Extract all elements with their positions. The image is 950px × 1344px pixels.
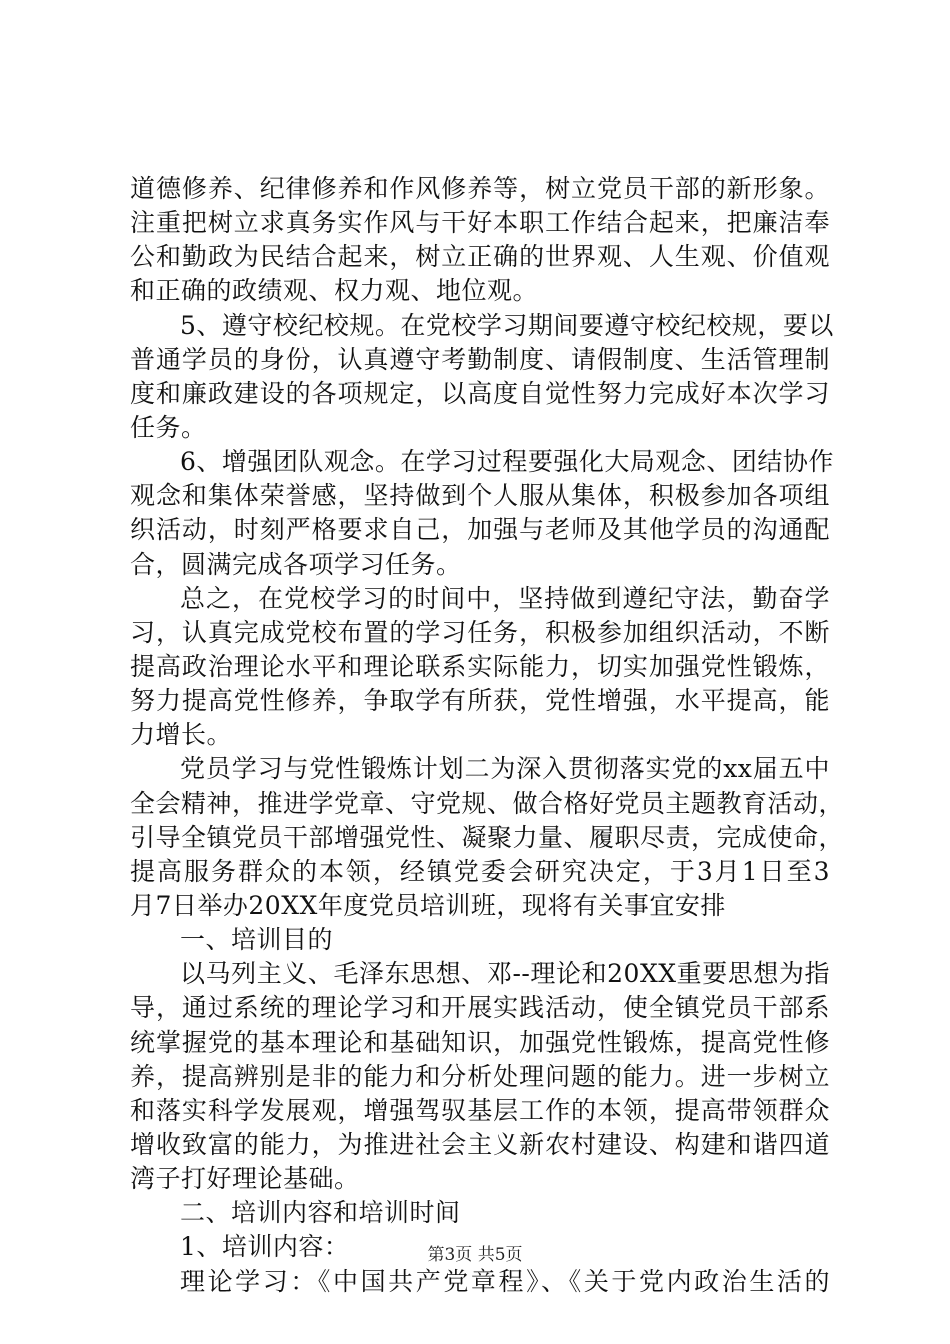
- text-line: 一、培训目的: [180, 925, 334, 955]
- text-line: 习，认真完成党校布置的学习任务，积极参加组织活动，不断: [130, 617, 830, 647]
- document-body: [130, 172, 845, 1299]
- text-line: 党员学习与党性锻炼计划二为深入贯彻落实党的xx届五中: [180, 754, 830, 784]
- text-line: 任务。: [130, 412, 207, 442]
- text-line: 织活动，时刻严格要求自己，加强与老师及其他学员的沟通配: [130, 515, 830, 545]
- text-line: 增收致富的能力，为推进社会主义新农村建设、构建和谐四道: [130, 1129, 830, 1159]
- text-line: 引导全镇党员干部增强党性、凝聚力量、履职尽责，完成使命，: [130, 822, 845, 852]
- text-line: 普通学员的身份，认真遵守考勤制度、请假制度、生活管理制: [130, 344, 830, 374]
- text-line: 努力提高党性修养，争取学有所获，党性增强，水平提高，能: [130, 686, 830, 716]
- text-line: 道德修养、纪律修养和作风修养等，树立党员干部的新形象。: [130, 174, 830, 203]
- text-line: 度和廉政建设的各项规定，以高度自觉性努力完成好本次学习: [130, 378, 830, 408]
- text-line: 全会精神，推进学党章、守党规、做合格好党员主题教育活动，: [130, 788, 845, 818]
- text-line: 湾子打好理论基础。: [130, 1164, 360, 1194]
- text-line: 注重把树立求真务实作风与干好本职工作结合起来，把廉洁奉: [130, 208, 830, 238]
- text-line: 理论学习：《中国共产党章程》、《关于党内政治生活的: [180, 1266, 830, 1296]
- text-line: 月7日举办20XX年度党员培训班，现将有关事宜安排: [130, 890, 726, 920]
- text-line: 以马列主义、毛泽东思想、邓--理论和20XX重要思想为指: [180, 959, 830, 989]
- text-line: 合，圆满完成各项学习任务。: [130, 549, 462, 579]
- text-line: 养，提高辨别是非的能力和分析处理问题的能力。进一步树立: [130, 1061, 830, 1091]
- text-line: 1、培训内容：: [180, 1232, 350, 1262]
- text-line: 总之，在党校学习的时间中，坚持做到遵纪守法，勤奋学: [180, 583, 830, 613]
- text-line: 提高政治理论水平和理论联系实际能力，切实加强党性锻炼，: [130, 651, 830, 681]
- text-line: 导，通过系统的理论学习和开展实践活动，使全镇党员干部系: [130, 993, 830, 1023]
- text-line: 6、增强团队观念。在学习过程要强化大局观念、团结协作: [180, 447, 834, 477]
- page-footer: 第3页 共5页: [427, 1245, 523, 1265]
- text-line: 和正确的政绩观、权力观、地位观。: [130, 276, 539, 306]
- text-line: 提高服务群众的本领，经镇党委会研究决定，于3月1日至3: [130, 856, 830, 886]
- text-line: 力增长。: [130, 720, 233, 750]
- text-line: 公和勤政为民结合起来，树立正确的世界观、人生观、价值观: [130, 242, 830, 272]
- text-line: 统掌握党的基本理论和基础知识，加强党性锻炼，提高党性修: [130, 1027, 830, 1057]
- text-line: 二、培训内容和培训时间: [180, 1198, 461, 1228]
- text-line: 观念和集体荣誉感，坚持做到个人服从集体，积极参加各项组: [130, 481, 830, 511]
- text-line: 5、遵守校纪校规。在党校学习期间要遵守校纪校规，要以: [180, 310, 834, 340]
- text-line: 和落实科学发展观，增强驾驭基层工作的本领，提高带领群众: [130, 1095, 830, 1125]
